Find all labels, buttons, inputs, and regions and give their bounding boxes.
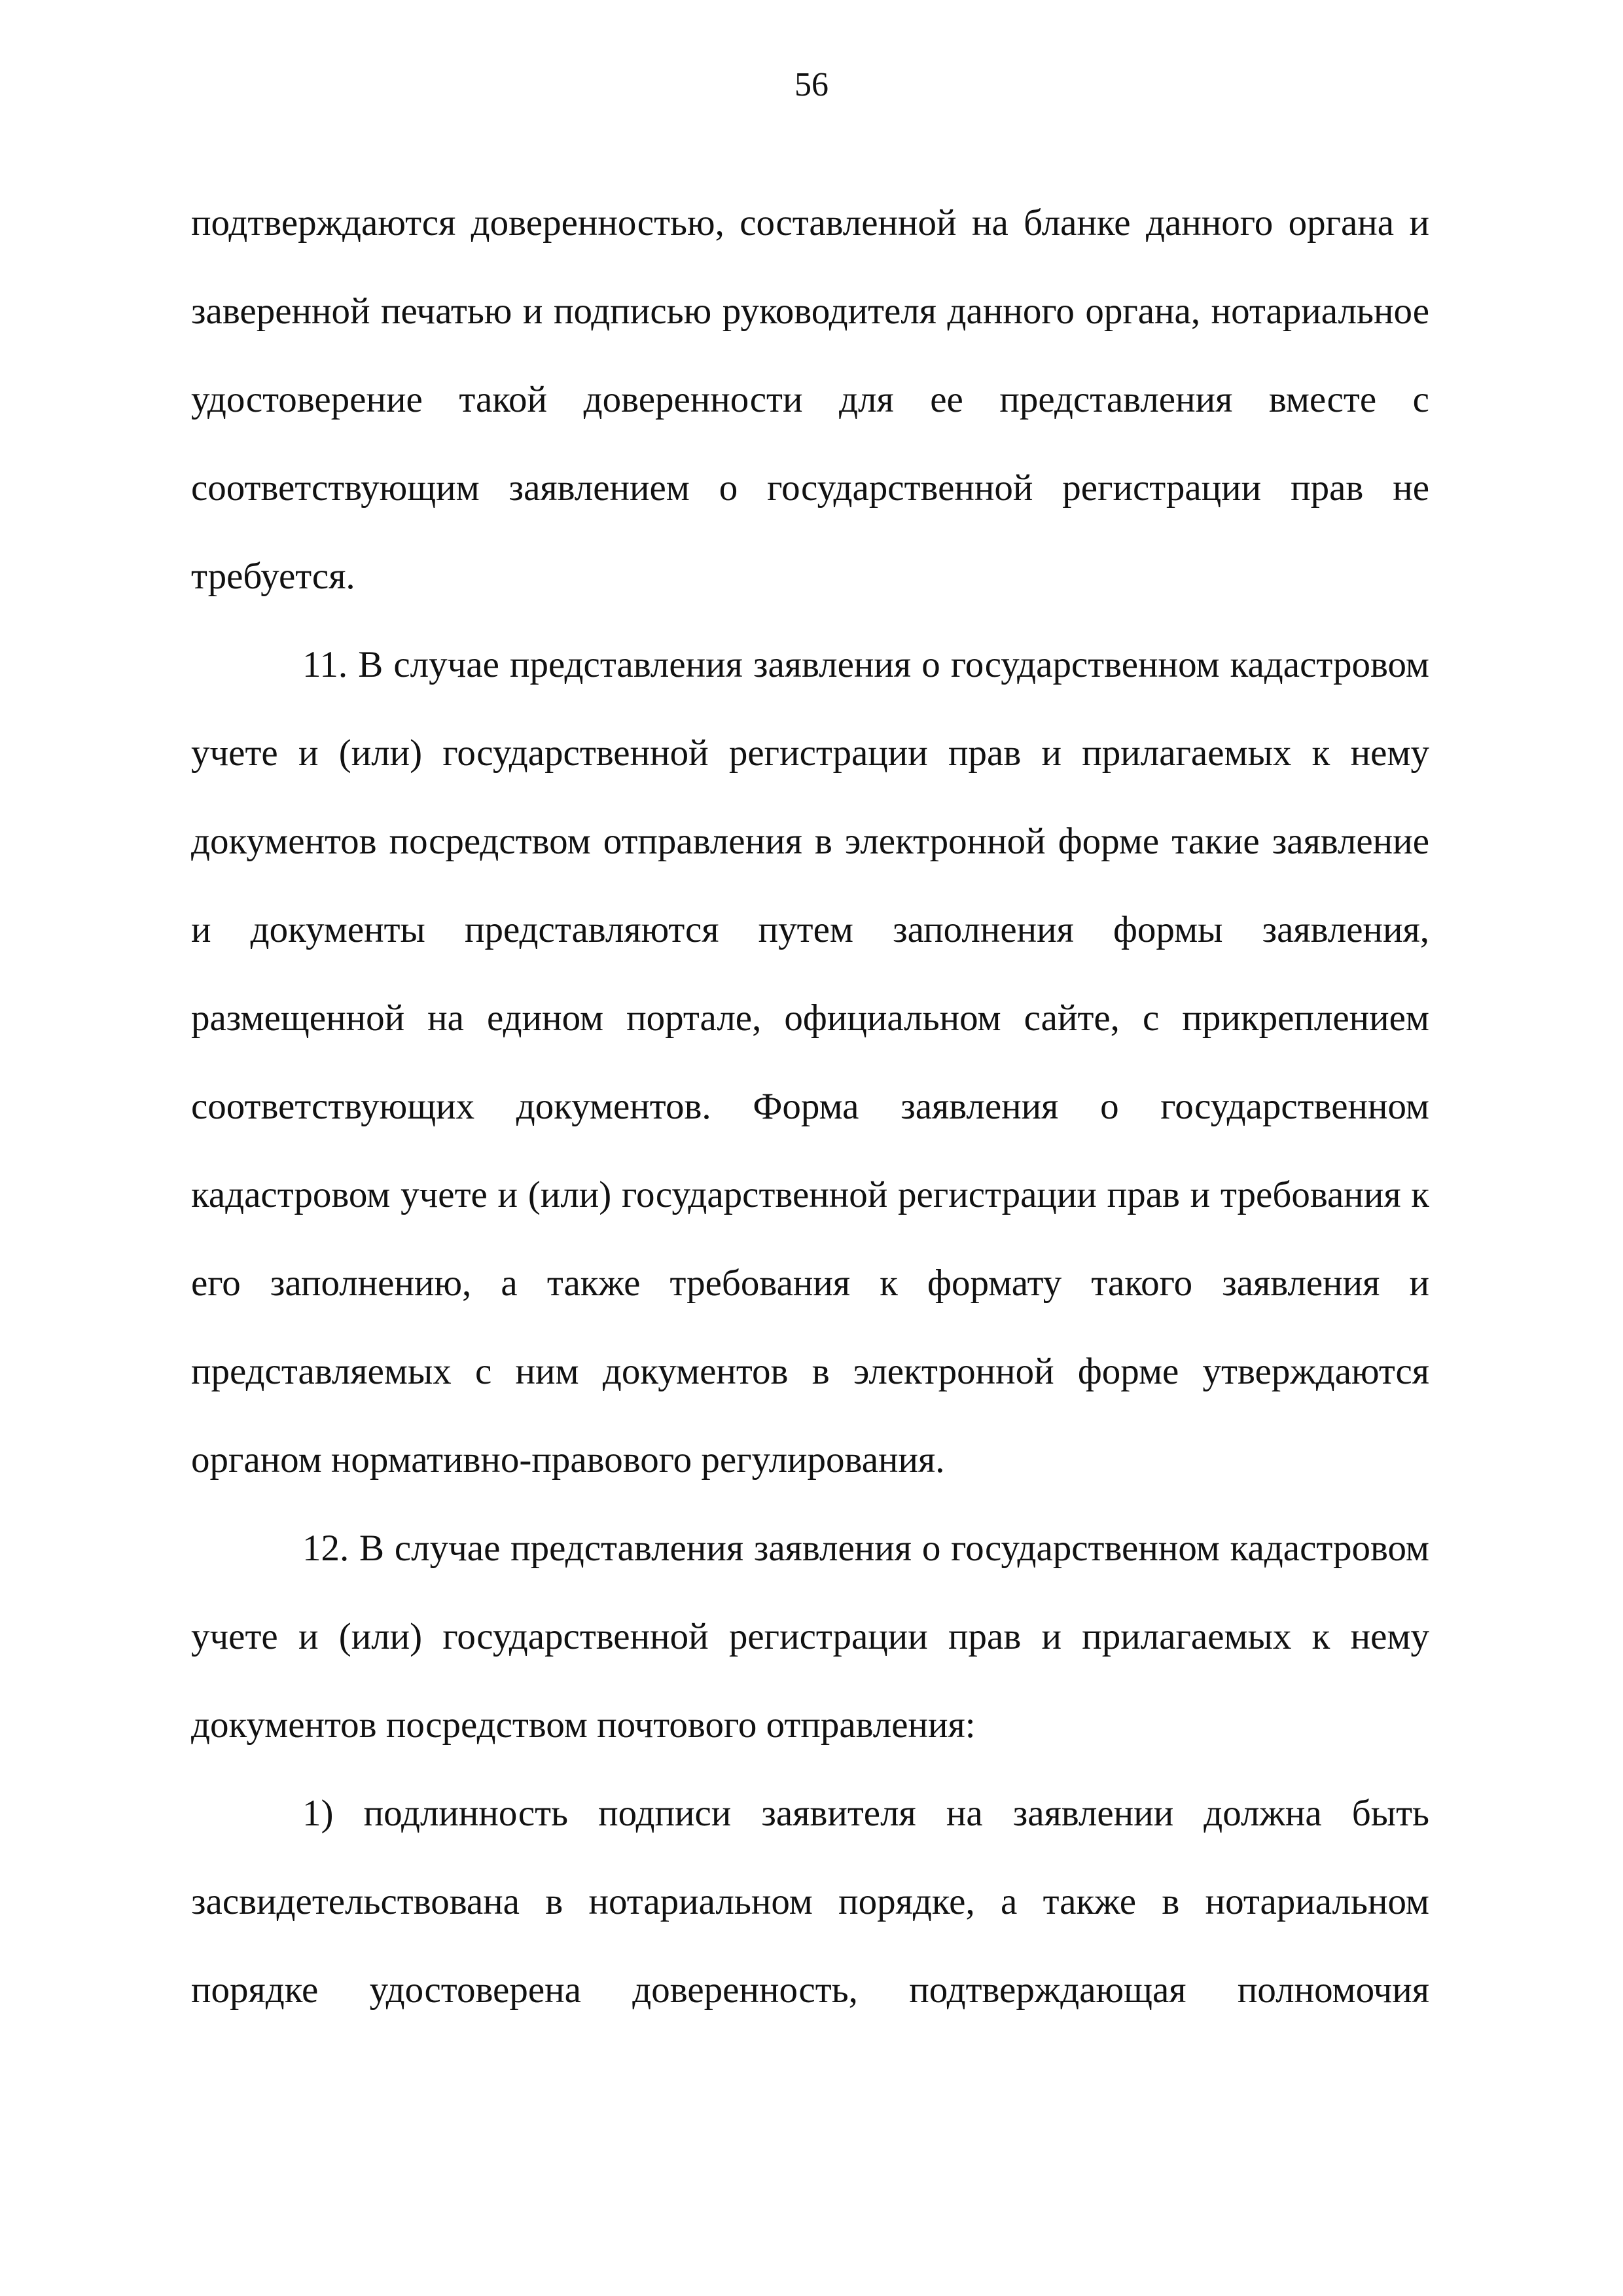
paragraph-continuation: подтверждаются доверенностью, составленной на бланке данного органа и заверенной печатью и подписью руководителя данного органа, нотариальное удостоверение такой доверенности для ее представления вместе с соответствующим заявлением о государственной регистрации прав не требуется.: [191, 202, 1429, 597]
paragraph-12-item-1: 1) подлинность подписи заявителя на заявлении должна быть засвидетельствована в нотариальном порядке, а также в нотариальном порядке удостоверена доверенность, подтверждающая полномочия: [191, 1793, 1429, 2011]
paragraph-11: 11. В случае представления заявления о государственном кадастровом учете и (или) государственной регистрации прав и прилагаемых к нему документов посредством отправления в электронной форме такие заявление и документы представляются путем заполнения формы заявления, размещенной на едином портале, официальном сайте, с прикреплением соответствующих документов. Форма заявления о государственном кадастровом учете и (или) государственной регистрации прав и требования к его заполнению, а также требования к формату такого заявления и представляемых с ним документов в электронной форме утверждаются органом нормативно-правового регулирования.: [191, 644, 1429, 1480]
paragraph-12: 12. В случае представления заявления о государственном кадастровом учете и (или) государственной регистрации прав и прилагаемых к нему документов посредством почтового отправления:: [191, 1528, 1429, 1746]
document-body: [191, 179, 1429, 2034]
page-number: 56: [794, 66, 829, 103]
